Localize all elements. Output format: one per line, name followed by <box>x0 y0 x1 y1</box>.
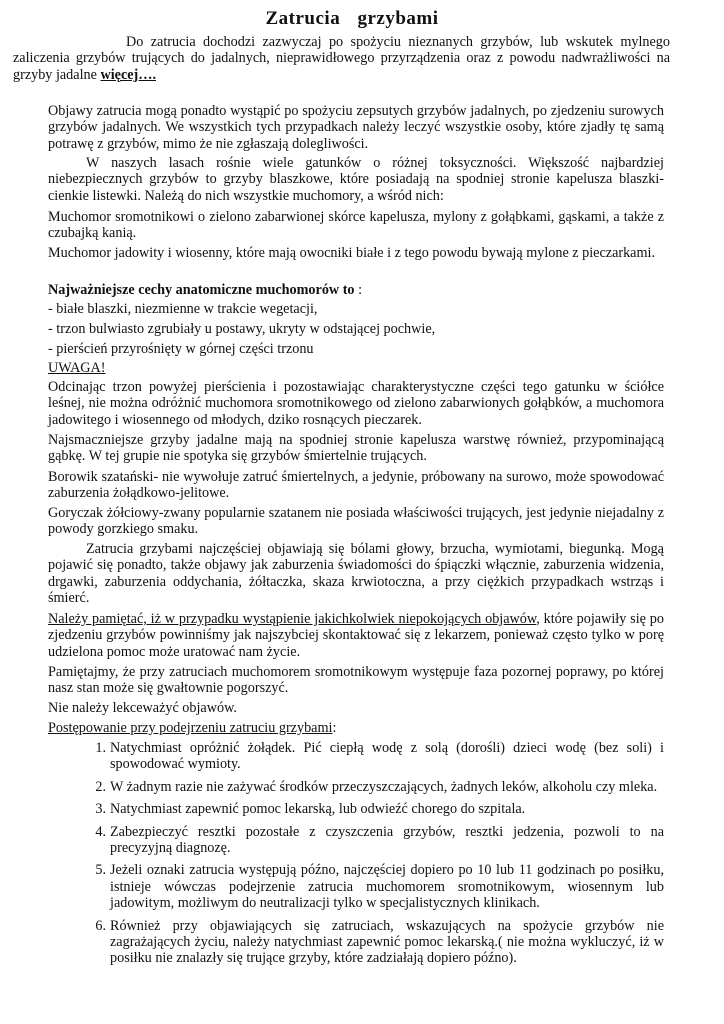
feature-item: - trzon bulwiasto zgrubiały u postawy, ukryty w odstającej pochwie, <box>48 321 436 337</box>
step-number: 4. <box>95 823 106 840</box>
paragraph-species: W naszych lasach rośnie wiele gatunków o różnej toksyczności. Większość najbardziej niebezpiecznych grzybów to grzyby blaszkowe, które posiadają na spodniej stronie kapelusza blaszki-cienkie listewki. Należą do nich wszystkie muchomory, a wśród nich: <box>48 155 664 204</box>
paragraph-bitter-bolete: Goryczak żółciowy-zwany popularnie szatanem nie posiada właściwości trujących, jest jedynie niejadalny z powody gorzkiego smaku. <box>48 505 664 538</box>
more-link[interactable]: więcej…. <box>100 66 156 83</box>
features-colon: : <box>354 282 363 298</box>
list-item <box>48 740 664 773</box>
feature-item: - białe blaszki, niezmienne w trakcie wegetacji, <box>48 301 318 317</box>
list-item <box>48 918 664 967</box>
feature-item: - pierścień przyrośnięty w górnej części trzonu <box>48 341 314 357</box>
procedure-heading-line <box>48 720 664 736</box>
paragraph-destroying-angel: Muchomor jadowity i wiosenny, które mają owocniki białe i z tego powodu bywają mylone z pieczarkami. <box>48 245 656 261</box>
step-number: 6. <box>95 917 106 934</box>
paragraph-edible: Najsmaczniejsze grzyby jadalne mają na spodniej stronie kapelusza warstwę również, przypominającą gąbkę. W tej grupie nie spotyka się grzybów śmiertelnie trujących. <box>48 432 664 465</box>
paragraph-remember <box>48 611 664 660</box>
warning-heading: UWAGA! <box>48 360 106 376</box>
step-text: Natychmiast zapewnić pomoc lekarską, lub odwieźć chorego do szpitala. <box>110 801 526 818</box>
paragraph-symptoms: Objawy zatrucia mogą ponadto wystąpić po spożyciu zepsutych grzybów jadalnych, po zjedzeniu surowych grzybów jadalnych. We wszystkich tych przypadkach należy leczyć wszystkie osoby, które zjadły tę samą potrawę z grzybów, mimo że nie zgłaszają dolegliwości. <box>48 103 664 152</box>
step-text: Natychmiast opróżnić żołądek. Pić ciepłą wodę z solą (dorośli) dzieci wodę (bez soli) i spowodować wymioty. <box>110 740 664 773</box>
step-text: Jeżeli oznaki zatrucia występują późno, najczęściej dopiero po 10 lub 11 godzinach po posiłku, istnieje wówczas podejrzenie zatrucia muchomorem sromotnikowym, wiosennym lub jadowitym, możliwym do neutralizacji tylko w specjalistycznych klinikach. <box>110 862 664 912</box>
paragraph-identification: Odcinając trzon powyżej pierścienia i pozostawiając charakterystyczne części tego gatunku w ściółce leśnej, nie można odróżnić muchomora sromotnikowego od zielono zabarwionych gołąbków, a muchomora jadowitego i wiosennego od młodych, dziko rosnących pieczarek. <box>48 379 664 428</box>
paragraph-do-not-ignore: Nie należy lekceważyć objawów. <box>48 700 237 716</box>
list-item <box>48 801 664 817</box>
paragraph-satans-bolete: Borowik szatański- nie wywołuje zatruć śmiertelnych, a jedynie, próbowany na surowo, może spowodować zaburzenia żołądkowo-jelitowe. <box>48 469 664 502</box>
paragraph-false-recovery: Pamiętajmy, że przy zatruciach muchomorem sromotnikowym występuje faza pozornej poprawy, po której nasz stan może się gwałtownie pogorszyć. <box>48 664 664 697</box>
procedure-steps-list <box>48 740 664 973</box>
step-text: W żadnym razie nie zażywać środków przeczyszczających, żadnych leków, alkoholu czy mleka. <box>110 778 658 795</box>
procedure-heading: Postępowanie przy podejrzeniu zatruciu grzybami <box>48 720 333 736</box>
underlined-warning: Należy pamiętać, iż w przypadku wystąpienie jakichkolwiek niepokojących objawów <box>48 611 537 627</box>
features-heading-line <box>48 282 664 298</box>
remember-rest: , które pojawiły się po zjedzeniu grzybów powinniśmy jak najszybciej skontaktować się z lekarzem, ponieważ często tylko w porę udzielona pomoc może uratować nam życie. <box>48 611 664 660</box>
intro-text: Do zatrucia dochodzi zazwyczaj po spożyciu nieznanych grzybów, lub wskutek mylnego zaliczenia grzybów trujących do jadalnych, nieprawidłowego przyrządzenia oraz z powodu nadwrażliwości na grzyby jadalne <box>13 34 670 83</box>
page-title: Zatrucia grzybami <box>265 8 439 29</box>
list-item <box>48 779 664 795</box>
step-number: 2. <box>95 778 106 795</box>
paragraph-death-cap: Muchomor sromotnikowi o zielono zabarwionej skórce kapelusza, mylony z gołąbkami, gąskami, a także z czubajką kanią. <box>48 209 664 242</box>
step-number: 5. <box>95 862 106 879</box>
step-number: 3. <box>95 801 106 818</box>
list-item <box>48 824 664 857</box>
intro-paragraph <box>13 34 670 83</box>
list-item <box>48 862 664 911</box>
paragraph-poisoning-symptoms: Zatrucia grzybami najczęściej objawiają się bólami głowy, brzucha, wymiotami, biegunką. Mogą pojawić się ponadto, także objawy jak zaburzenia świadomości do śpiączki włącznie, zaburzenia widzenia, drgawki, zaburzenia oddychania, żółtaczka, skaza krwiotoczna, a przy ciężkich przypadkach wstrząs i śmierć. <box>48 541 664 607</box>
procedure-colon: : <box>332 720 337 736</box>
step-text: Również przy objawiających się zatruciach, wskazujących na spożycie grzybów nie zagrażających życiu, należy natychmiast zapewnić pomoc lekarską.( nie można wykluczyć, iż w posiłku nie znalazły się trujące grzyby, które zadziałają dopiero późno). <box>110 917 664 967</box>
step-number: 1. <box>95 740 106 756</box>
features-heading: Najważniejsze cechy anatomiczne muchomorów to <box>48 282 355 298</box>
step-text: Zabezpieczyć resztki pozostałe z czyszczenia grzybów, resztki jedzenia, pozwoli to na precyzyjną diagnozę. <box>110 823 664 857</box>
